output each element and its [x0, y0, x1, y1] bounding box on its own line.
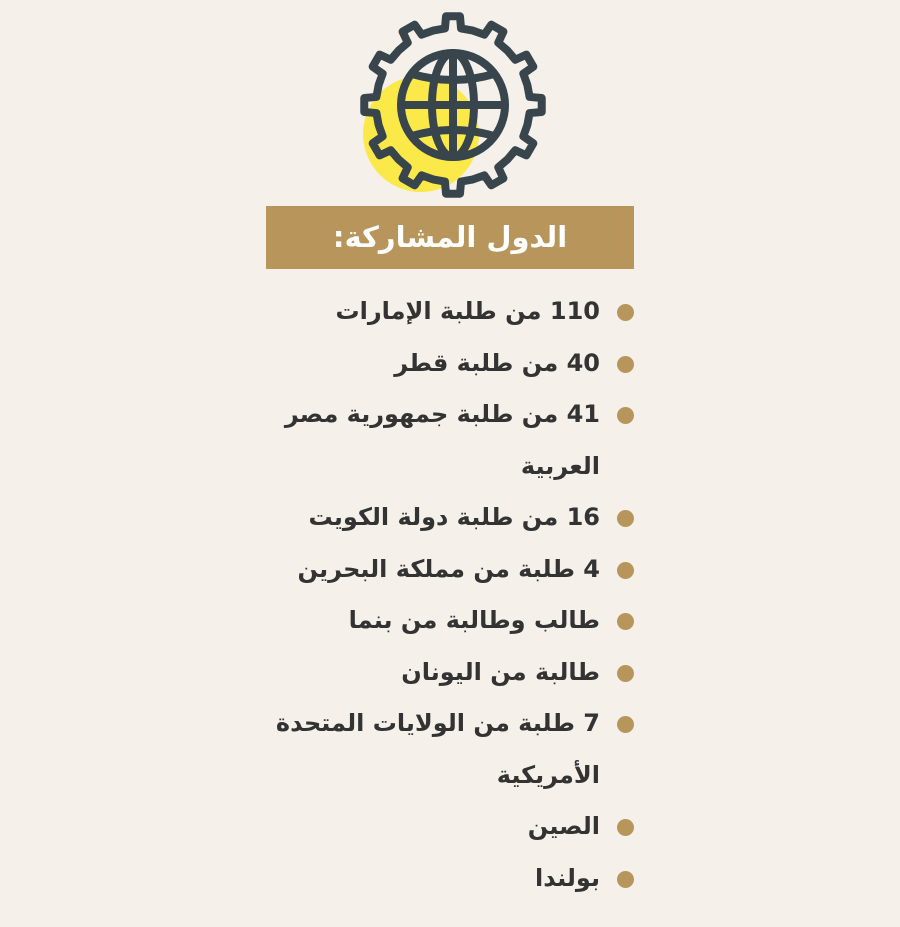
bullet-icon	[617, 407, 634, 424]
title-bar	[266, 206, 634, 269]
list-item	[262, 338, 634, 390]
list-item	[262, 595, 634, 647]
list-item	[262, 853, 634, 905]
list-item-label: بولندا	[535, 863, 600, 892]
list-item	[262, 286, 634, 338]
list-item-label: طالب وطالبة من بنما	[348, 606, 600, 634]
list-item-label: 7 طلبة من الولايات المتحدة الأمريكية	[275, 709, 600, 789]
bullet-icon	[617, 819, 634, 836]
bullet-icon	[617, 665, 634, 682]
list-item-label: 41 من طلبة جمهورية مصر العربية	[284, 400, 600, 480]
list-item-label: 16 من طلبة دولة الكويت	[308, 503, 600, 531]
list-item	[262, 698, 634, 801]
list-item	[262, 544, 634, 596]
list-item-label: 4 طلبة من مملكة البحرين	[297, 554, 600, 583]
bullet-icon	[617, 613, 634, 630]
bullet-icon	[617, 716, 634, 733]
bullet-icon	[617, 562, 634, 579]
list-item-label: 40 من طلبة قطر	[394, 348, 600, 377]
bullet-icon	[617, 356, 634, 373]
bullet-icon	[617, 304, 634, 321]
list-item	[262, 492, 634, 544]
gear-globe-icon	[360, 12, 546, 198]
list-item-label: طالبة من اليونان	[401, 657, 600, 686]
bullet-icon	[617, 871, 634, 888]
list-item	[262, 647, 634, 699]
list-item-label: 110 من طلبة الإمارات	[335, 297, 600, 325]
list-item	[262, 389, 634, 492]
list-item-label: الصين	[527, 812, 600, 840]
participating-countries-list	[262, 286, 634, 904]
page-title: الدول المشاركة:	[332, 220, 568, 254]
list-item	[262, 801, 634, 853]
bullet-icon	[617, 510, 634, 527]
